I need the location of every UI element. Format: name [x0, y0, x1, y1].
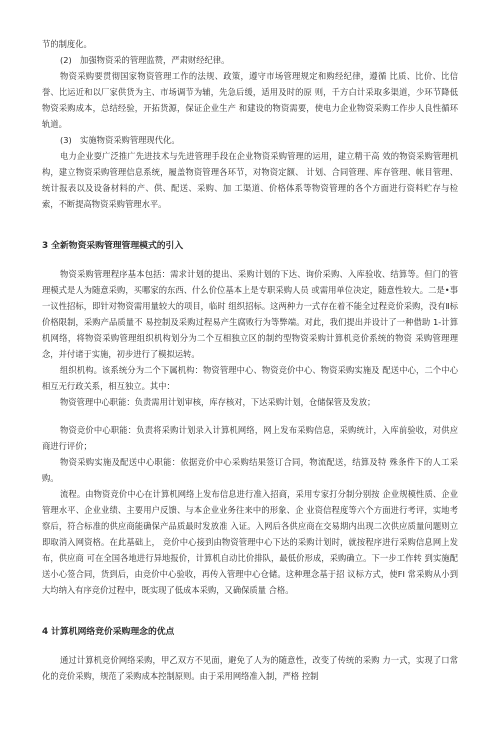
body-paragraph: (2) 加强物资采的管理监赞，严肃财经纪律。 [60, 55, 230, 65]
section-heading: 3 全新物资采购管理管理模式的引入 [42, 241, 184, 251]
body-paragraph: 通过计算机竞价网络采购，甲乙双方不见面，避免了人为的随意性，改变了传统的采购 力一式，实现了口常化的竞价采购，规范了采购成本控制原则。由于采用网络准入制，严格 控制 [42, 655, 458, 681]
body-paragraph: 物资采购管理程序基本包括：需求计划的提出、采购计划的下达、询价采购、入库验收、结算等。但门的管理模式是人为随意采购，买哪家的东西、什么价位基本上是专职采购人员 或需用单位决定，随意性较大。二是•事一议性招标，即针对物资需用量较大的项目，临时 组织招标。这两种力一式存在着不能全过程竞价采购，没有Ⅱ标价格限制，采购产品质量不 易控制及采购过程易产生腐败行为等弊端。对此，我们提出并设计了一种借助 1-计算机网络，将物资采购管理组织机构划分为二个互相独立区的制约型物资采购计算机竞价系统的物资 采购管理理念，并付诸于实施，初步进行了模拟运转。 [42, 269, 458, 359]
section-heading: 4 计算机网络竞价采购理念的优点 [42, 627, 175, 637]
paragraph-spacer [42, 410, 458, 422]
body-paragraph: 物资竞价中心职能：负责将采购计划录入计算机网络，网上发布采购信息，采购统计，入库前验收，对供应商进行评价； [42, 425, 458, 451]
body-paragraph: 物资采购实施及配送中心职能：依据竞价中心采购结果签订合同，物流配送，结算及特 殊条件下的人工采购。 [42, 457, 458, 483]
body-paragraph: 电力企业耍广泛推广先进技术与先进管理手段在企业物资采购管理的运用，建立精干高 效的物资采购管理机构，建立物资采购管理信息系统，履盖物资管理各环节，对物资定额、 计划、合同管理、库存管理、帐目管理、统计报表以及设备材料的产、供、配送、采购、加 工渠道、价格体系等物资管理的各个方面进行资料贮存与检索，不断提高物资采购管理水平。 [42, 151, 458, 209]
paragraph-spacer [42, 598, 458, 624]
body-paragraph: 流程。由物资竞价中心在计算机网络上发布信息进行准入招商，采用专家打分制分别按 企业规模性质、企业管理水平、企业业绩、主要用户反馈、与本企业业务往来中的形象、企 业资信程度等六个方面进行考评，实地考察后，符合标准的供应商能确保产品质最时发放准 入证。入网后各供应商在交易期内出现二次供应质量问题则立即取消入网资格。在此基础上， 竞价中心接到由物资管理中心下达的采购计划时，就按程序进行采购信息网上发布，供应商 可在全国各地进行异地报价，计算机自动比价排队，最低价形成，采购确立。下一步工作转 到实施配送小心签合同，货到后，由竞价中心验收，再传入管理中心仓储。这种理念基于招 议标方式，使FI 常采购从小到大均纳入有序竞价过程中，既实现了低成本采购，又确保质量 合格。 [42, 489, 458, 595]
body-paragraph: (3) 实施物资采购管理现代化。 [60, 135, 180, 145]
body-paragraph: 节的制度化。 [42, 39, 92, 49]
paragraph-spacer [42, 212, 458, 238]
body-paragraph: 物资管理中心职能：负责需用计划审核，库存核对，下达采购计划，仓储保管及发放； [60, 397, 376, 407]
paragraph-spacer [42, 254, 458, 266]
body-paragraph: 物资采购要贯彻国家物资管理工作的法规、政策，遵守市场管理规定和购经纪律，遵循 比质、比价、比信誉、比运近和以厂家供货为主、市场调节为辅，先急后缓，适用及时的原 则，千方白计采取多渠道，少环节降低物资采购成本，总结经验，开拓货源，保证企业生产 和建设的物资需要，使电力企业物资采购工作步人良性循环轨道。 [42, 71, 458, 129]
body-paragraph: 组织机构。该系统分为二个下属机构：物资管理中心、物资竞价中心、物资采购实施及 配送中心，二个中心相互无行政关系，相互独立。其中： [42, 365, 458, 391]
paragraph-spacer [42, 640, 458, 652]
